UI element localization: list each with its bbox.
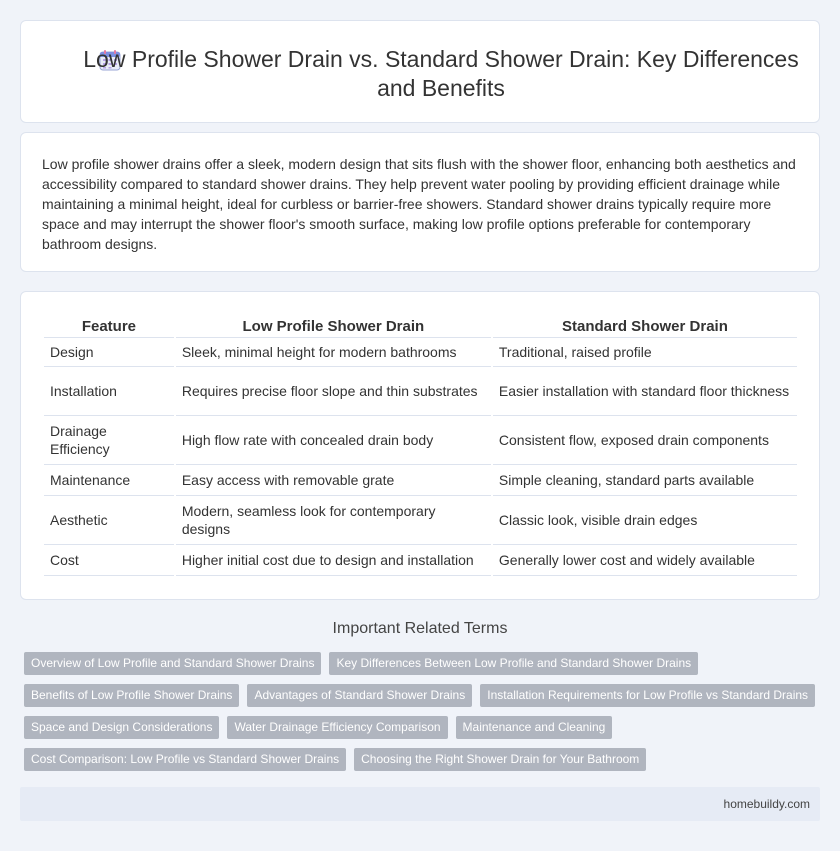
table-cell: Cost [44,545,174,576]
intro-card [20,132,820,272]
table-cell: Design [44,338,174,367]
footer-site-link[interactable]: homebuildy.com [723,797,810,811]
table-cell: Drainage Efficiency [44,416,174,465]
table-cell: Maintenance [44,465,174,496]
related-term-tag[interactable]: Choosing the Right Shower Drain for Your Bathroom [354,748,646,771]
table-cell: Traditional, raised profile [493,338,797,367]
table-header-cell: Low Profile Shower Drain [176,312,491,338]
table-cell: Consistent flow, exposed drain components [493,416,797,465]
table-row [44,416,797,465]
related-terms-list [24,652,824,780]
table-cell: Sleek, minimal height for modern bathrooms [176,338,491,367]
related-term-tag[interactable]: Benefits of Low Profile Shower Drains [24,684,239,707]
page-title: Low Profile Shower Drain vs. Standard Shower Drain: Key Differences and Benefits [83,46,799,101]
table-cell: Installation [44,367,174,416]
title-card [20,20,820,123]
related-term-tag[interactable]: Key Differences Between Low Profile and Standard Shower Drains [329,652,698,675]
table-cell: Requires precise floor slope and thin substrates [176,367,491,416]
related-term-tag[interactable]: Water Drainage Efficiency Comparison [227,716,447,739]
related-term-tag[interactable]: Space and Design Considerations [24,716,219,739]
related-term-tag[interactable]: Overview of Low Profile and Standard Shower Drains [24,652,321,675]
table-header-cell: Standard Shower Drain [493,312,797,338]
table-cell: Aesthetic [44,496,174,545]
table-cell: Easy access with removable grate [176,465,491,496]
table-row [44,465,797,496]
table-cell: Simple cleaning, standard parts available [493,465,797,496]
table-cell: Modern, seamless look for contemporary designs [176,496,491,545]
table-header-row [44,312,797,338]
table-cell: Higher initial cost due to design and installation [176,545,491,576]
table-row [44,545,797,576]
table-cell: Easier installation with standard floor thickness [493,367,797,416]
comparison-table [42,312,799,576]
table-row [44,496,797,545]
table-cell: Classic look, visible drain edges [493,496,797,545]
related-term-tag[interactable]: Cost Comparison: Low Profile vs Standard Shower Drains [24,748,346,771]
related-term-tag[interactable]: Maintenance and Cleaning [456,716,613,739]
table-row [44,338,797,367]
table-cell: Generally lower cost and widely available [493,545,797,576]
related-term-tag[interactable]: Installation Requirements for Low Profile vs Standard Drains [480,684,815,707]
intro-paragraph: Low profile shower drains offer a sleek, modern design that sits flush with the shower floor, enhancing both aesthetics and accessibility compared to standard shower drains. They help prevent water pooling by providing efficient drainage while maintaining a minimal height, ideal for curbless or barrier-free showers. Standard shower drains typically require more space and may interrupt the shower floor's smooth surface, making low profile options preferable for contemporary bathroom designs. [42,156,796,252]
related-term-tag[interactable]: Advantages of Standard Shower Drains [247,684,472,707]
related-terms-title: Important Related Terms [332,620,508,637]
table-cell: High flow rate with concealed drain body [176,416,491,465]
table-header-cell: Feature [44,312,174,338]
footer [20,787,820,821]
comparison-table-card [20,291,820,600]
table-row [44,367,797,416]
